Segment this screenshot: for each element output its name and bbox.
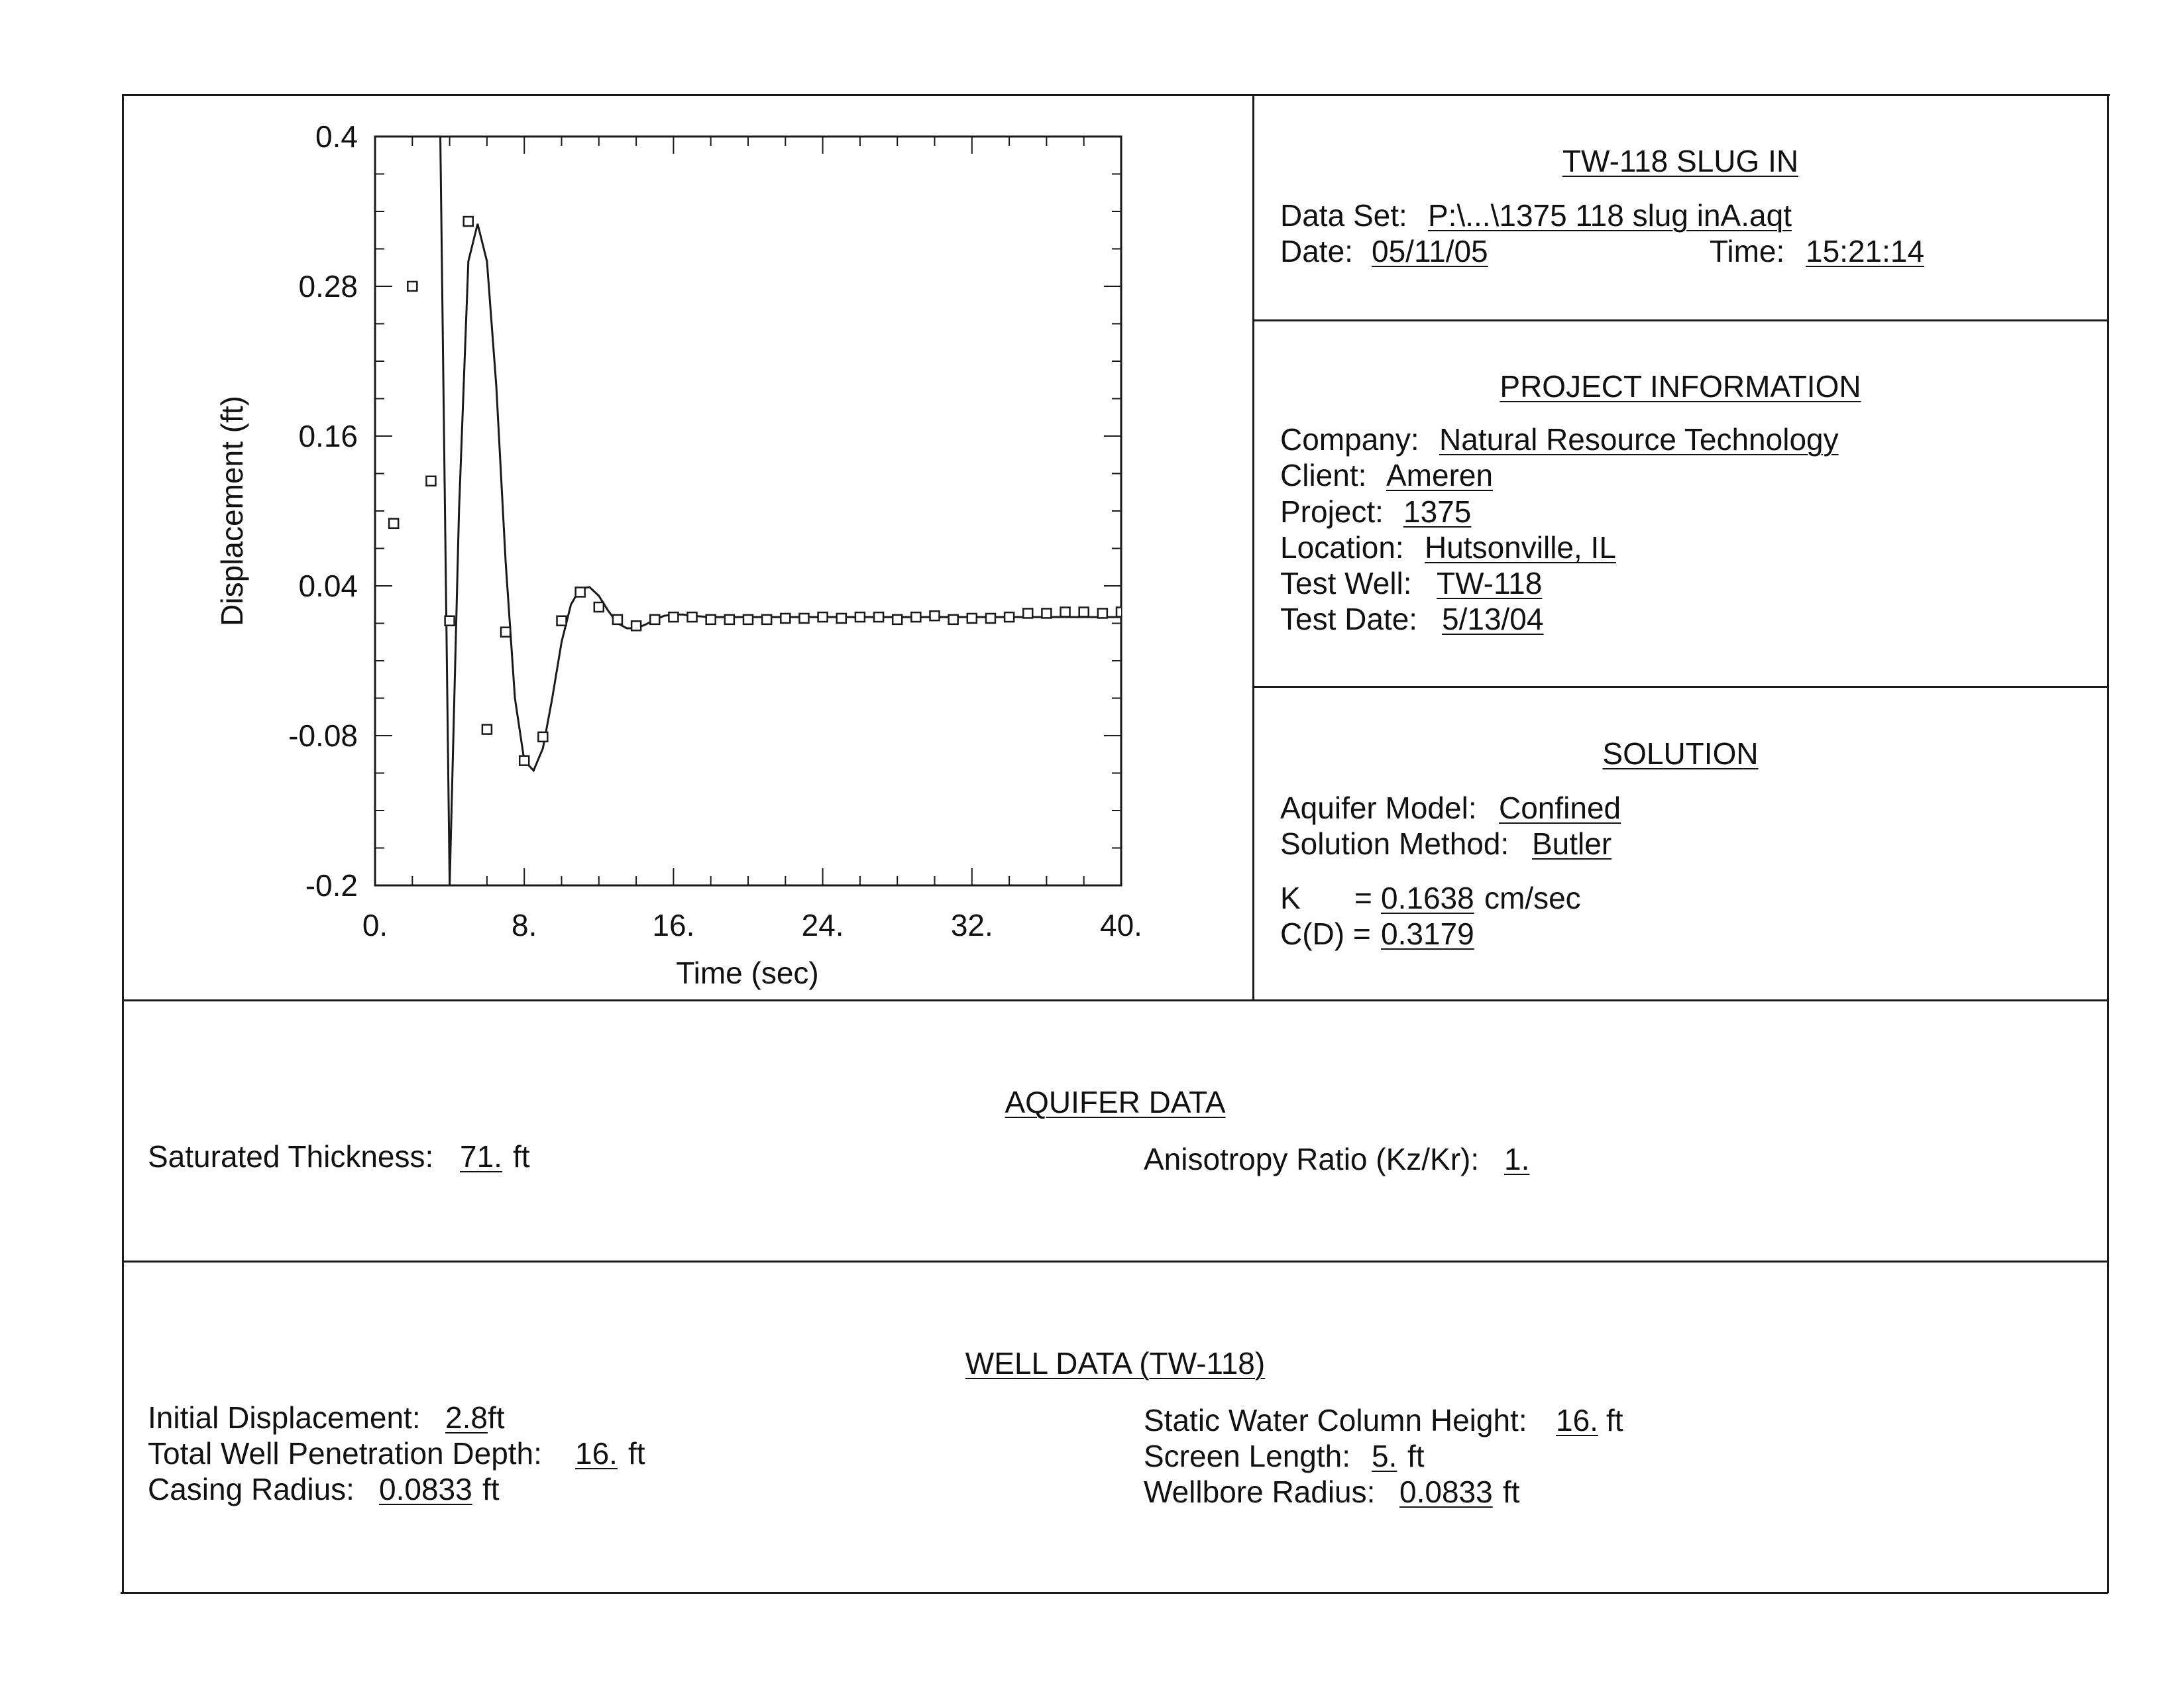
observed-point: [482, 725, 492, 734]
observed-point: [1005, 612, 1014, 622]
observed-point: [1117, 608, 1126, 617]
plot-frame: [375, 137, 1121, 885]
observed-point: [538, 732, 547, 742]
static-water-column-value: 16.: [1556, 1403, 1598, 1437]
x-tick-label: 16.: [652, 908, 695, 942]
observed-point: [1023, 608, 1032, 618]
observed-point: [930, 611, 940, 620]
test-date-label: Test Date:: [1280, 602, 1418, 636]
company-label: Company:: [1280, 422, 1419, 457]
observed-point: [911, 612, 920, 622]
saturated-thickness-value: 71.: [460, 1139, 502, 1174]
aquifer-model-label: Aquifer Model:: [1280, 791, 1477, 825]
penetration-depth-unit: ft: [628, 1436, 645, 1471]
data-set-label: Data Set:: [1280, 198, 1407, 233]
k-label: K: [1280, 881, 1301, 915]
observed-point: [1061, 608, 1070, 617]
observed-point: [949, 615, 958, 624]
penetration-depth-value: 16.: [575, 1436, 618, 1471]
client-label: Client:: [1280, 458, 1367, 492]
y-tick-label: 0.04: [298, 569, 358, 603]
observed-point: [631, 621, 641, 630]
location-label: Location:: [1280, 530, 1404, 565]
test-date-value: 5/13/04: [1442, 602, 1544, 636]
x-tick-label: 40.: [1100, 908, 1142, 942]
solution-method-label: Solution Method:: [1280, 826, 1509, 861]
casing-radius-value: 0.0833: [379, 1472, 472, 1506]
observed-point: [650, 615, 659, 624]
observed-point: [855, 612, 865, 622]
static-water-column-label: Static Water Column Height:: [1144, 1403, 1527, 1437]
observed-point: [408, 282, 417, 291]
screen-length-value: 5.: [1372, 1439, 1397, 1473]
project-value: 1375: [1403, 494, 1472, 529]
observed-point: [967, 614, 977, 623]
x-tick-label: 32.: [950, 908, 993, 942]
time-value: 15:21:14: [1806, 234, 1925, 268]
well-title: WELL DATA (TW-118): [965, 1346, 1266, 1380]
aquifer-title: AQUIFER DATA: [1005, 1085, 1226, 1119]
data-set-value: P:\...\1375 118 slug inA.aqt: [1428, 198, 1792, 233]
company-value: Natural Resource Technology: [1439, 422, 1839, 457]
observed-point: [1042, 608, 1051, 618]
saturated-thickness-label: Saturated Thickness:: [148, 1139, 434, 1174]
observed-point: [1098, 608, 1107, 618]
observed-point: [669, 612, 678, 622]
time-label: Time:: [1710, 234, 1785, 268]
observed-point: [389, 519, 398, 528]
cd-label: C(D) =: [1280, 917, 1371, 951]
anisotropy-label: Anisotropy Ratio (Kz/Kr):: [1144, 1142, 1480, 1176]
y-tick-label: -0.2: [305, 868, 358, 903]
test-well-value: TW-118: [1437, 566, 1543, 600]
aquifer-model-value: Confined: [1499, 791, 1621, 825]
observed-point: [576, 587, 585, 596]
observed-point: [445, 616, 455, 626]
k-unit: cm/sec: [1484, 881, 1581, 915]
y-tick-label: 0.28: [298, 269, 358, 304]
observed-point: [818, 612, 828, 622]
cd-value: 0.3179: [1381, 917, 1474, 951]
observed-point: [501, 628, 510, 637]
fitted-curve-line: [375, 0, 1121, 885]
observed-point: [426, 477, 435, 486]
observed-point: [986, 614, 995, 623]
date-value: 05/11/05: [1372, 234, 1488, 268]
x-tick-label: 8.: [512, 908, 537, 942]
y-tick-label: 0.4: [315, 119, 358, 154]
anisotropy-value: 1.: [1504, 1142, 1530, 1176]
k-value: 0.1638: [1381, 881, 1474, 915]
observed-point: [519, 756, 529, 765]
observed-point: [613, 615, 622, 624]
y-tick-label: 0.16: [298, 419, 358, 453]
static-water-column-unit: ft: [1606, 1403, 1623, 1437]
casing-radius-label: Casing Radius:: [148, 1472, 355, 1506]
y-axis-label: Displacement (ft): [215, 396, 249, 626]
observed-point: [706, 615, 716, 624]
initial-displacement-value: 2.8: [445, 1400, 488, 1435]
screen-length-unit: ft: [1407, 1439, 1425, 1473]
observed-point: [799, 614, 808, 623]
observed-point: [557, 616, 567, 626]
screen-length-label: Screen Length:: [1144, 1439, 1351, 1473]
wellbore-radius-value: 0.0833: [1399, 1475, 1493, 1509]
observed-point: [762, 615, 771, 624]
initial-displacement-unit: ft: [488, 1400, 505, 1435]
k-equals: =: [1354, 881, 1372, 915]
x-tick-label: 0.: [362, 908, 388, 942]
observed-point: [688, 612, 697, 622]
observed-point: [743, 615, 753, 624]
project-title: PROJECT INFORMATION: [1500, 369, 1861, 404]
observed-point: [464, 217, 473, 226]
casing-radius-unit: ft: [482, 1472, 500, 1506]
saturated-thickness-unit: ft: [513, 1139, 530, 1174]
client-value: Ameren: [1386, 458, 1494, 492]
x-tick-label: 24.: [801, 908, 844, 942]
observed-point: [725, 615, 734, 624]
solution-method-value: Butler: [1532, 826, 1612, 861]
wellbore-radius-label: Wellbore Radius:: [1144, 1475, 1376, 1509]
date-label: Date:: [1280, 234, 1353, 268]
penetration-depth-label: Total Well Penetration Depth:: [148, 1436, 542, 1471]
x-axis-label: Time (sec): [676, 956, 819, 990]
initial-displacement-label: Initial Displacement:: [148, 1400, 421, 1435]
observed-point: [781, 614, 790, 623]
y-tick-label: -0.08: [288, 718, 358, 753]
wellbore-radius-unit: ft: [1503, 1475, 1520, 1509]
observed-point: [594, 602, 604, 612]
header-title: TW-118 SLUG IN: [1562, 144, 1799, 178]
observed-point: [1079, 608, 1089, 617]
test-well-label: Test Well:: [1280, 566, 1412, 600]
observed-point: [893, 615, 902, 624]
observed-point: [837, 614, 846, 623]
solution-title: SOLUTION: [1602, 736, 1759, 771]
project-label: Project:: [1280, 494, 1384, 529]
observed-point: [874, 612, 883, 622]
location-value: Hutsonville, IL: [1425, 530, 1616, 565]
